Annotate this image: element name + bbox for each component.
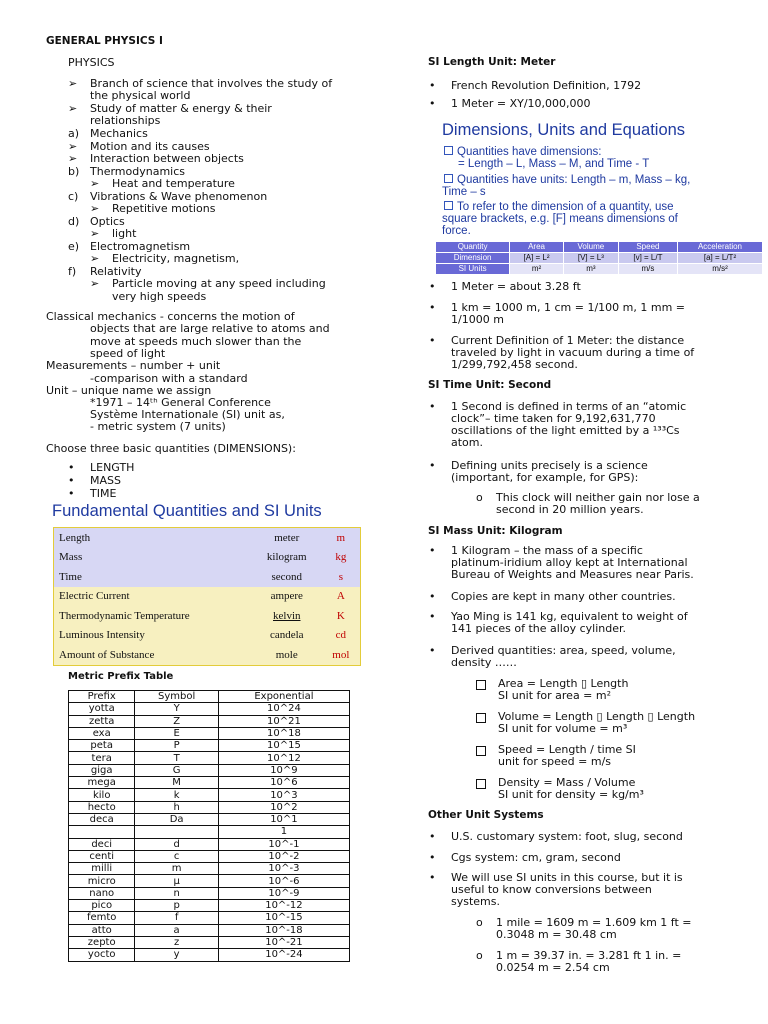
symbol-cell: z	[135, 936, 218, 948]
other-bullet-line: Cgs system: cm, gram, second	[451, 851, 621, 864]
unit-cell: second	[252, 567, 322, 587]
prefix-cell: yocto	[69, 949, 135, 961]
time-bullet-line: (important, for example, for GPS):	[451, 471, 639, 484]
mass-bullet-line: density ……	[451, 656, 517, 669]
prefix-row	[69, 887, 350, 899]
exponential-cell: 10^-21	[218, 936, 349, 948]
dimension-bullet-text: square brackets, e.g. [F] means dimensions of	[442, 213, 678, 225]
checkbox-icon	[476, 746, 486, 759]
dimension-cell: [a] = L/T²	[677, 253, 762, 264]
arrow-icon: ➢	[90, 202, 100, 215]
other-bullet-line: U.S. customary system: foot, slug, second	[451, 830, 683, 843]
prefix-cell: deca	[69, 813, 135, 825]
length-bullet: 1 Meter = XY/10,000,000	[451, 97, 591, 110]
dimension-bullet	[444, 201, 674, 214]
length-bullet: French Revolution Definition, 1792	[451, 79, 642, 92]
symbol-cell: s	[322, 567, 361, 587]
dimension-row	[436, 253, 763, 264]
si-row	[54, 528, 361, 548]
conversion-line: 0.3048 m = 30.48 cm	[496, 928, 617, 941]
bullet-icon: •	[68, 474, 75, 487]
symbol-cell: Da	[135, 813, 218, 825]
symbol-cell: cd	[322, 626, 361, 646]
exponential-cell: 10^-2	[218, 850, 349, 862]
bullet-icon: •	[429, 459, 436, 472]
prefix-cell: kilo	[69, 789, 135, 801]
page-heading: GENERAL PHYSICS I	[46, 35, 163, 47]
prefix-cell: exa	[69, 727, 135, 739]
time-bullet-line: atom.	[451, 436, 483, 449]
mass-bullet-line: platinum-iridium alloy kept at International	[451, 556, 688, 569]
mass-bullet-line: 1 Kilogram – the mass of a specific	[451, 544, 643, 557]
topic-item: Mechanics	[90, 127, 148, 140]
quantity-cell: Time	[54, 567, 252, 587]
exponential-cell: 10^24	[218, 703, 349, 715]
dimensions-title: Dimensions, Units and Equations	[442, 121, 686, 139]
other-bullet-line: We will use SI units in this course, but it is	[451, 871, 683, 884]
symbol-cell: Y	[135, 703, 218, 715]
arrow-icon: ➢	[90, 252, 100, 265]
exponential-cell: 10^-24	[218, 949, 349, 961]
classical-line: move at speeds much slower than the	[90, 335, 302, 348]
bullet-icon: •	[429, 97, 436, 110]
time-bullet-line: oscillations of the light emitted by a ¹³³Cs	[451, 424, 680, 437]
exponential-cell: 10^-3	[218, 863, 349, 875]
bullet-icon: •	[429, 871, 436, 884]
topic-item: Repetitive motions	[112, 202, 216, 215]
time-bullet-line: 1 Second is defined in terms of an “atomic	[451, 400, 687, 413]
arrow-icon: ➢	[90, 277, 100, 290]
dimension-cell: m/s²	[677, 264, 762, 275]
checkbox-square	[476, 779, 486, 789]
time-sub-line: This clock will neither gain nor lose a	[496, 491, 700, 504]
arrow-icon: ➢	[68, 152, 78, 165]
prefix-row	[69, 752, 350, 764]
dimension-row	[436, 242, 763, 253]
definition-line: Branch of science that involves the study of	[90, 77, 333, 90]
symbol-header: Symbol	[135, 691, 218, 703]
topic-marker: d)	[68, 214, 80, 228]
topic-marker: f)	[68, 264, 77, 278]
prefix-row	[69, 764, 350, 776]
mass-bullet-line: 141 pieces of the alloy cylinder.	[451, 622, 626, 635]
prefix-row	[69, 924, 350, 936]
symbol-cell	[135, 826, 218, 838]
bullet-icon: •	[429, 400, 436, 413]
bullet-icon: •	[68, 487, 75, 500]
exponential-cell: 10^6	[218, 777, 349, 789]
meter-bullet-line: 1 Meter = about 3.28 ft	[451, 280, 581, 293]
symbol-cell: T	[135, 752, 218, 764]
prefix-cell: yotta	[69, 703, 135, 715]
derived-line: Volume = Length ▯ Length ▯ Length	[498, 710, 696, 723]
bullet-icon: •	[429, 610, 436, 623]
derived-line: SI unit for density = kg/m³	[498, 788, 644, 801]
prefix-table	[68, 690, 350, 962]
physics-label: PHYSICS	[68, 56, 115, 69]
derived-line: Density = Mass / Volume	[498, 776, 636, 789]
prefix-row	[69, 900, 350, 912]
arrow-icon: ➢	[90, 177, 100, 190]
time-heading: SI Time Unit: Second	[428, 379, 552, 391]
other-heading: Other Unit Systems	[428, 809, 544, 821]
conversion-line: 0.0254 m = 2.54 cm	[496, 961, 610, 974]
prefix-cell: tera	[69, 752, 135, 764]
arrow-icon: ➢	[68, 139, 78, 153]
measurements-line: Measurements – number + unit	[46, 359, 221, 372]
bullet-icon: •	[68, 461, 75, 474]
classical-line: speed of light	[90, 347, 166, 360]
quantity-cell: Luminous Intensity	[54, 626, 252, 646]
si-row	[54, 548, 361, 568]
dimension-cell: [V] = L³	[563, 253, 618, 264]
dimension-cell: Volume	[563, 242, 618, 253]
symbol-cell: m	[135, 863, 218, 875]
si-units-title: Fundamental Quantities and SI Units	[52, 502, 322, 520]
symbol-cell: mol	[322, 645, 361, 665]
dimension-cell: m²	[510, 264, 564, 275]
dimension-bullet-text: force.	[442, 225, 471, 237]
dimension-bullet	[444, 174, 690, 187]
prefix-cell: atto	[69, 924, 135, 936]
exponential-cell: 10^-15	[218, 912, 349, 924]
topic-item: very high speeds	[112, 289, 207, 303]
bullet-icon: •	[429, 301, 436, 314]
si-row	[54, 567, 361, 587]
definition-line: relationships	[90, 114, 161, 127]
dimension-cell: Area	[510, 242, 564, 253]
length-heading: SI Length Unit: Meter	[428, 56, 556, 68]
prefix-row	[69, 727, 350, 739]
meter-bullet-line: 1/299,792,458 second.	[451, 358, 578, 371]
classical-line: objects that are large relative to atoms and	[90, 322, 330, 335]
prefix-row	[69, 813, 350, 825]
prefix-cell: centi	[69, 850, 135, 862]
unit-line: Système Internationale (SI) unit as,	[90, 408, 285, 421]
exponential-cell: 10^-18	[218, 924, 349, 936]
topic-item: Electricity, magnetism,	[112, 252, 240, 265]
si-row	[54, 645, 361, 665]
arrow-icon: ➢	[90, 227, 100, 240]
checkbox-icon	[476, 713, 486, 726]
definition-line: Study of matter & energy & their	[90, 102, 272, 115]
mass-heading: SI Mass Unit: Kilogram	[428, 525, 563, 537]
prefix-cell: nano	[69, 887, 135, 899]
prefix-cell: zetta	[69, 715, 135, 727]
prefix-row	[69, 949, 350, 961]
derived-line: Area = Length ▯ Length	[498, 677, 629, 690]
unit-cell: meter	[252, 528, 322, 548]
bullet-icon: •	[429, 79, 436, 92]
exponential-cell: 10^-1	[218, 838, 349, 850]
exponential-cell: 10^-12	[218, 900, 349, 912]
exponential-cell: 10^9	[218, 764, 349, 776]
unit-cell: candela	[252, 626, 322, 646]
exponential-cell: 10^3	[218, 789, 349, 801]
symbol-cell: f	[135, 912, 218, 924]
dimension-bullet-text: To refer to the dimension of a quantity, use	[457, 201, 674, 213]
symbol-cell: kg	[322, 548, 361, 568]
symbol-cell: Z	[135, 715, 218, 727]
exponential-cell: 10^2	[218, 801, 349, 813]
dimension-bullet	[442, 213, 678, 226]
bullet-icon: •	[429, 280, 436, 293]
dimension-bullet	[442, 225, 471, 238]
circle-bullet-icon: o	[476, 491, 483, 504]
prefix-cell: mega	[69, 777, 135, 789]
dimension-bullet-text: Time – s	[442, 186, 486, 198]
dimension-bullet-text: Quantities have dimensions:	[457, 146, 602, 158]
topic-item: Electromagnetism	[90, 239, 191, 253]
prefix-row	[69, 801, 350, 813]
topic-item: Relativity	[90, 264, 142, 278]
arrow-icon: ➢	[68, 77, 78, 90]
symbol-cell: a	[135, 924, 218, 936]
meter-bullet-line: 1/1000 m	[451, 313, 504, 326]
arrow-icon: ➢	[68, 102, 78, 115]
dimension-item: MASS	[90, 474, 121, 487]
prefix-cell: peta	[69, 740, 135, 752]
derived-line: Speed = Length / time SI	[498, 743, 636, 756]
dimension-bullet-text: Quantities have units: Length – m, Mass – kg,	[457, 174, 691, 186]
topic-item: Interaction between objects	[90, 152, 244, 165]
symbol-cell: E	[135, 727, 218, 739]
symbol-cell: μ	[135, 875, 218, 887]
si-units-table	[53, 527, 361, 666]
dimension-cell: Quantity	[436, 242, 510, 253]
meter-bullet-line: traveled by light in vacuum during a time of	[451, 346, 695, 359]
unit-cell: kelvin	[252, 606, 322, 626]
prefix-cell: hecto	[69, 801, 135, 813]
time-bullet-line: Defining units precisely is a science	[451, 459, 648, 472]
mass-bullet-line: Bureau of Weights and Measures near Paris.	[451, 568, 694, 581]
symbol-cell: c	[135, 850, 218, 862]
dimension-item: TIME	[90, 487, 117, 500]
symbol-cell: P	[135, 740, 218, 752]
prefix-row	[69, 936, 350, 948]
symbol-cell: A	[322, 587, 361, 607]
dimension-cell: Dimension	[436, 253, 510, 264]
bullet-icon: •	[429, 851, 436, 864]
symbol-cell: m	[322, 528, 361, 548]
square-bullet-icon	[444, 201, 453, 210]
symbol-cell: p	[135, 900, 218, 912]
exponential-cell: 10^18	[218, 727, 349, 739]
symbol-cell: M	[135, 777, 218, 789]
si-row	[54, 587, 361, 607]
prefix-row	[69, 826, 350, 838]
checkbox-square	[476, 713, 486, 723]
unit-line: *1971 – 14ᵗʰ General Conference	[90, 396, 271, 409]
prefix-cell: femto	[69, 912, 135, 924]
si-row	[54, 626, 361, 646]
dimension-item: LENGTH	[90, 461, 135, 474]
unit-cell: kilogram	[252, 548, 322, 568]
unit-line: Unit – unique name we assign	[46, 384, 212, 397]
classical-line: Classical mechanics - concerns the motion of	[46, 310, 295, 323]
dimension-bullet	[442, 186, 486, 199]
unit-line: - metric system (7 units)	[90, 420, 226, 433]
time-bullet-line: clock”– time taken for 9,192,631,770	[451, 412, 656, 425]
mass-bullet-line: Yao Ming is 141 kg, equivalent to weight of	[451, 610, 688, 623]
prefix-row	[69, 789, 350, 801]
prefix-row	[69, 863, 350, 875]
prefix-row	[69, 715, 350, 727]
exponential-cell: 10^-9	[218, 887, 349, 899]
topic-item: Heat and temperature	[112, 177, 235, 190]
prefix-row	[69, 703, 350, 715]
symbol-cell: d	[135, 838, 218, 850]
checkbox-icon	[476, 680, 486, 693]
symbol-cell: G	[135, 764, 218, 776]
meter-bullet-line: Current Definition of 1 Meter: the distance	[451, 334, 685, 347]
prefix-table-title: Metric Prefix Table	[68, 671, 174, 682]
topic-item: Motion and its causes	[90, 139, 210, 153]
dimension-bullet	[458, 158, 649, 171]
dimension-cell: SI Units	[436, 264, 510, 275]
mass-bullet-line: Derived quantities: area, speed, volume,	[451, 644, 676, 657]
topic-marker: a)	[68, 127, 80, 140]
exponential-cell: 1	[218, 826, 349, 838]
prefix-header: Prefix	[69, 691, 135, 703]
unit-cell: ampere	[252, 587, 322, 607]
prefix-row	[69, 875, 350, 887]
bullet-icon: •	[429, 544, 436, 557]
exponential-cell: 10^12	[218, 752, 349, 764]
prefix-cell: zepto	[69, 936, 135, 948]
dimension-cell: Acceleration	[677, 242, 762, 253]
exponential-cell: 10^15	[218, 740, 349, 752]
symbol-cell: h	[135, 801, 218, 813]
symbol-cell: y	[135, 949, 218, 961]
quantity-cell: Length	[54, 528, 252, 548]
bullet-icon: •	[429, 334, 436, 347]
derived-line: unit for speed = m/s	[498, 755, 612, 768]
time-sub-line: second in 20 million years.	[496, 503, 644, 516]
dimension-cell: [A] = L²	[510, 253, 564, 264]
mass-bullet-line: Copies are kept in many other countries.	[451, 590, 676, 603]
definition-line: the physical world	[90, 89, 191, 102]
checkbox-square	[476, 746, 486, 756]
symbol-cell: k	[135, 789, 218, 801]
dimension-row	[436, 264, 763, 275]
bullet-icon: •	[429, 590, 436, 603]
choose-line: Choose three basic quantities (DIMENSIONS):	[46, 442, 296, 455]
dimension-table	[435, 241, 763, 275]
circle-bullet-icon: o	[476, 949, 483, 962]
prefix-cell: giga	[69, 764, 135, 776]
prefix-cell	[69, 826, 135, 838]
prefix-cell: milli	[69, 863, 135, 875]
prefix-cell: deci	[69, 838, 135, 850]
prefix-row	[69, 740, 350, 752]
bullet-icon: •	[429, 644, 436, 657]
prefix-cell: pico	[69, 900, 135, 912]
checkbox-icon	[476, 779, 486, 792]
prefix-row	[69, 850, 350, 862]
meter-bullet-line: 1 km = 1000 m, 1 cm = 1/100 m, 1 mm =	[451, 301, 686, 314]
circle-bullet-icon: o	[476, 916, 483, 929]
dimension-cell: m/s	[618, 264, 677, 275]
dimension-cell: m³	[563, 264, 618, 275]
dimension-cell: [v] = L/T	[618, 253, 677, 264]
topic-item: Thermodynamics	[90, 164, 185, 178]
conversion-line: 1 mile = 1609 m = 1.609 km 1 ft =	[496, 916, 692, 929]
dimension-bullet	[444, 146, 601, 159]
other-bullet-line: useful to know conversions between	[451, 883, 652, 896]
exponential-header: Exponential	[218, 691, 349, 703]
measurements-line: -comparison with a standard	[90, 372, 248, 385]
symbol-cell: n	[135, 887, 218, 899]
prefix-row	[69, 777, 350, 789]
exponential-cell: 10^21	[218, 715, 349, 727]
dimension-cell: Speed	[618, 242, 677, 253]
other-bullet-line: systems.	[451, 895, 500, 908]
bullet-icon: •	[429, 830, 436, 843]
derived-line: SI unit for volume = m³	[498, 722, 628, 735]
quantity-cell: Amount of Substance	[54, 645, 252, 665]
conversion-line: 1 m = 39.37 in. = 3.281 ft 1 in. =	[496, 949, 682, 962]
topic-item: Particle moving at any speed including	[112, 277, 326, 290]
topic-item: Vibrations & Wave phenomenon	[90, 189, 268, 203]
exponential-cell: 10^1	[218, 813, 349, 825]
symbol-cell: K	[322, 606, 361, 626]
square-bullet-icon	[444, 146, 453, 155]
quantity-cell: Electric Current	[54, 587, 252, 607]
unit-cell: mole	[252, 645, 322, 665]
prefix-row	[69, 838, 350, 850]
quantity-cell: Mass	[54, 548, 252, 568]
topic-item: light	[112, 227, 137, 240]
derived-line: SI unit for area = m²	[498, 689, 612, 702]
dimension-bullet-text: = Length – L, Mass – M, and Time - T	[458, 158, 650, 170]
prefix-cell: micro	[69, 875, 135, 887]
topic-item: Optics	[90, 214, 125, 228]
prefix-row	[69, 912, 350, 924]
topic-marker: c)	[68, 189, 79, 203]
topic-marker: e)	[68, 239, 80, 253]
checkbox-square	[476, 680, 486, 690]
square-bullet-icon	[444, 174, 453, 183]
si-row	[54, 606, 361, 626]
topic-marker: b)	[68, 164, 80, 178]
exponential-cell: 10^-6	[218, 875, 349, 887]
quantity-cell: Thermodynamic Temperature	[54, 606, 252, 626]
